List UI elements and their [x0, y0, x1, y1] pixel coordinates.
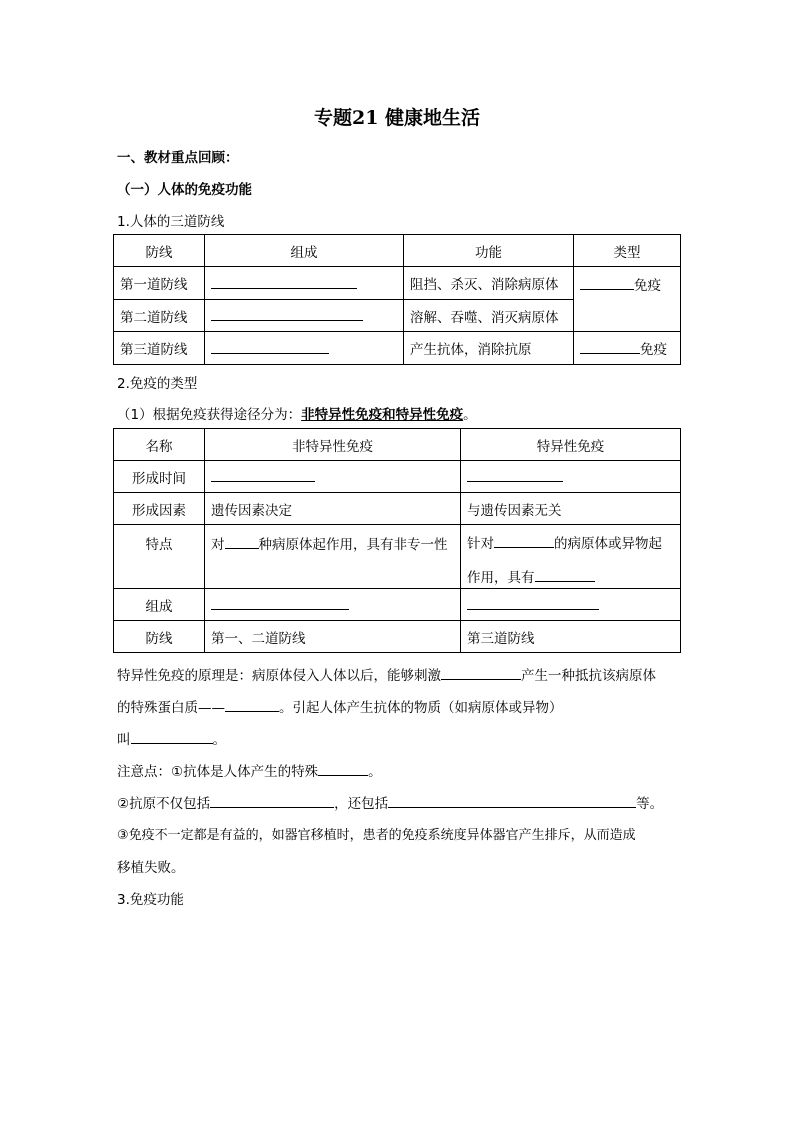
fill-blank[interactable]: [211, 595, 349, 610]
fill-blank[interactable]: [225, 534, 259, 549]
emphasis-text: 非特异性免疫和特异性免疫: [301, 407, 464, 423]
item-heading: 2.免疫的类型: [117, 376, 198, 392]
table-row: [114, 493, 681, 525]
table-row: [114, 525, 681, 589]
text-cell: 第三道防线: [461, 621, 681, 653]
row-label: 第二道防线: [114, 300, 205, 332]
header-cell: 防线: [114, 235, 205, 267]
header-cell: 组成: [205, 235, 404, 267]
row-label: 防线: [114, 621, 205, 653]
defense-lines-table: [113, 234, 681, 365]
fill-blank[interactable]: [494, 533, 554, 548]
blank-cell: [205, 300, 404, 332]
fill-blank[interactable]: [580, 339, 640, 354]
fill-blank[interactable]: [318, 761, 368, 776]
fill-blank[interactable]: [211, 467, 315, 482]
blank-cell: [205, 332, 404, 365]
paragraph-line: 特异性免疫的原理是：病原体侵入人体以后，能够刺激 产生一种抵抗该病原体: [117, 664, 656, 684]
fill-blank[interactable]: [211, 339, 329, 354]
row-label: 形成时间: [114, 461, 205, 493]
note-line: ②抗原不仅包括 ，还包括 等。: [117, 792, 663, 812]
note-line: ③免疫不一定都是有益的，如器官移植时，患者的免疫系统度异体器官产生排斥，从而造成: [117, 828, 636, 843]
item-sentence: （1）根据免疫获得途径分为：非特异性免疫和特异性免疫。: [117, 407, 477, 423]
note-line: 移植失败。: [117, 860, 185, 876]
row-label: 组成: [114, 589, 205, 621]
paragraph-line: 叫 。: [117, 728, 226, 748]
fill-blank[interactable]: [131, 729, 213, 744]
fill-blank[interactable]: [467, 467, 563, 482]
item-heading: 3.免疫功能: [117, 892, 184, 908]
blank-cell: [205, 461, 461, 493]
text-cell: 对 种病原体起作用，具有非专一性: [205, 525, 461, 589]
subsection-heading: （一）人体的免疫功能: [117, 182, 252, 198]
table-row: [114, 267, 681, 300]
header-cell: 类型: [574, 235, 681, 267]
fill-blank[interactable]: [535, 567, 595, 582]
text-cell: 针对 的病原体或异物起 作用，具有: [461, 525, 681, 589]
row-label: 第三道防线: [114, 332, 205, 365]
fill-blank[interactable]: [388, 793, 636, 808]
fill-blank[interactable]: [210, 793, 334, 808]
row-label: 第一道防线: [114, 267, 205, 300]
item-heading: 1.人体的三道防线: [117, 214, 225, 230]
fill-blank[interactable]: [441, 665, 521, 680]
table-row: [114, 621, 681, 653]
header-cell: 功能: [404, 235, 574, 267]
fill-blank[interactable]: [580, 275, 634, 290]
row-label: 特点: [114, 525, 205, 589]
text-cell: 遗传因素决定: [205, 493, 461, 525]
header-cell: 非特异性免疫: [205, 429, 461, 461]
blank-cell: [461, 589, 681, 621]
immunity-types-table: [113, 428, 681, 653]
row-label: 形成因素: [114, 493, 205, 525]
blank-cell: [205, 267, 404, 300]
fill-blank[interactable]: [211, 274, 357, 289]
header-cell: 特异性免疫: [461, 429, 681, 461]
table-row: [114, 332, 681, 365]
page-title: 专题21 健康地生活: [313, 107, 481, 129]
section-heading: 一、教材重点回顾：: [117, 150, 239, 166]
function-cell: 溶解、吞噬、消灭病原体: [404, 300, 574, 332]
function-cell: 阻挡、杀灭、消除病原体: [404, 267, 574, 300]
blank-cell: [461, 461, 681, 493]
blank-cell: [205, 589, 461, 621]
text-cell: 与遗传因素无关: [461, 493, 681, 525]
text-cell: 第一、二道防线: [205, 621, 461, 653]
type-cell: 免疫: [574, 332, 681, 365]
note-line: 注意点：①抗体是人体产生的特殊 。: [117, 760, 382, 780]
fill-blank[interactable]: [225, 697, 279, 712]
fill-blank[interactable]: [467, 595, 599, 610]
header-cell: 名称: [114, 429, 205, 461]
table-row: [114, 589, 681, 621]
table-row: [114, 461, 681, 493]
type-cell: 免疫: [574, 267, 681, 332]
fill-blank[interactable]: [211, 306, 363, 321]
table-header-row: [114, 235, 681, 267]
table-header-row: [114, 429, 681, 461]
paragraph-line: 的特殊蛋白质—— 。引起人体产生抗体的物质（如病原体或异物）: [117, 696, 563, 716]
function-cell: 产生抗体，消除抗原: [404, 332, 574, 365]
